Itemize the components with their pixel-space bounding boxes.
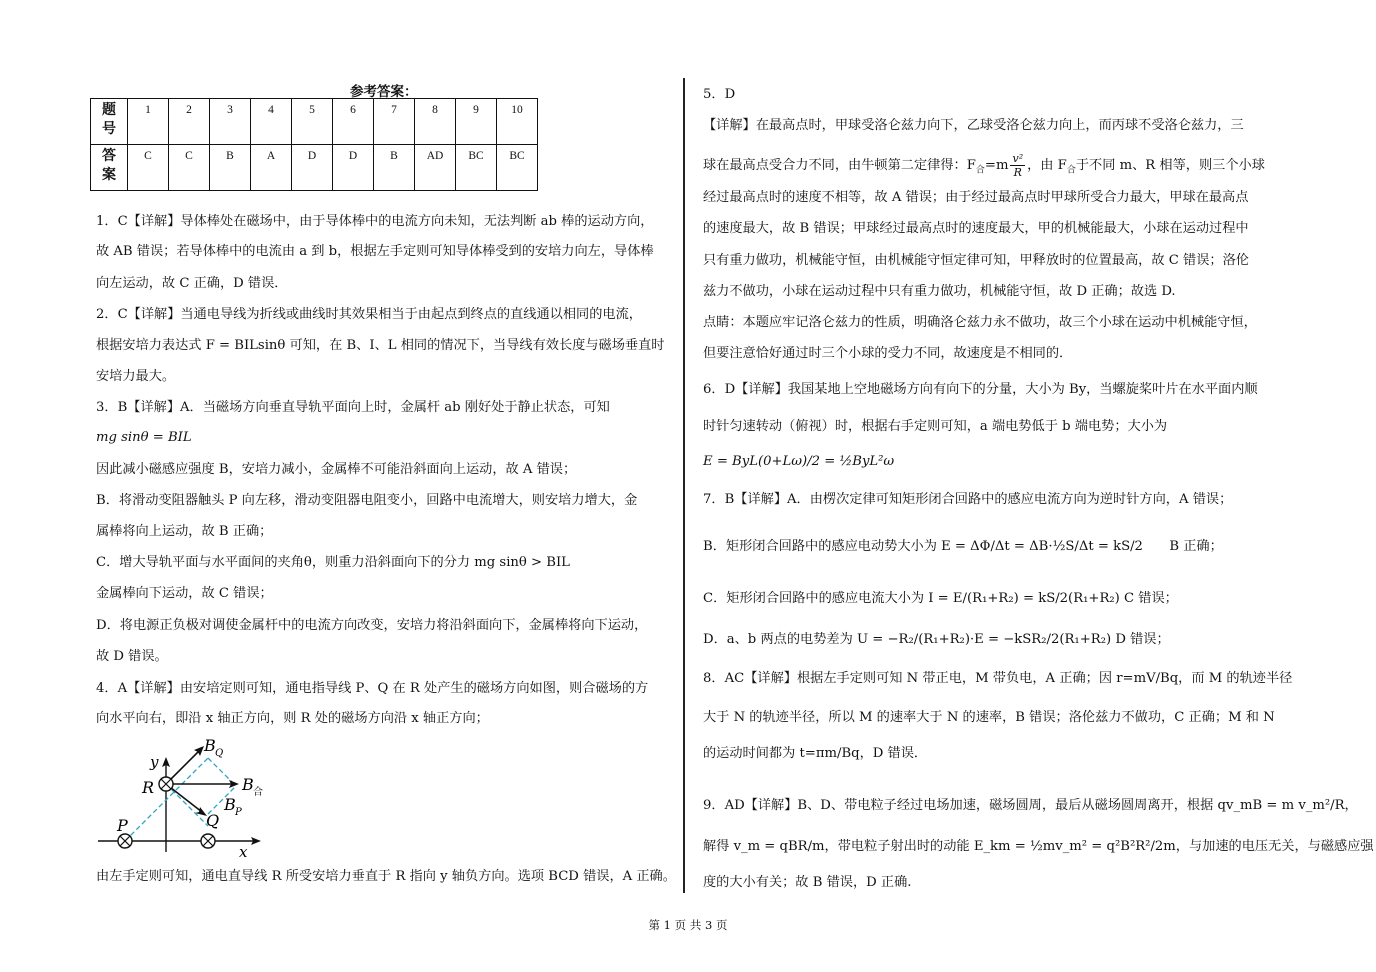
text-line: 解得 v_m = qBR/m，带电粒子射出时的动能 E_km = ½mv_m² = q²B²R²/2m，与加速的电压无关，与磁感应强	[703, 839, 1374, 854]
page-footer: 第 1 页 共 3 页	[648, 918, 728, 932]
column-divider	[683, 78, 685, 893]
equation-line: mg sinθ = BIL	[96, 430, 192, 445]
text-line: 的运动时间都为 t=πm/Bq，D 错误．	[703, 746, 928, 761]
text-line: 金属棒向下运动，故 C 错误；	[96, 586, 273, 601]
text-line: D．将电源正负极对调使金属杆中的电流方向改变，安培力将沿斜面向下，金属棒将向下运动，	[96, 618, 648, 633]
text-line: 【详解】在最高点时，甲球受洛仑兹力向下，乙球受洛仑兹力向上，而丙球不受洛仑兹力，三	[703, 118, 1244, 133]
wire-R	[159, 777, 173, 791]
table-cell: A	[251, 145, 292, 191]
text-line: 3．B【详解】A．当磁场方向垂直导轨平面向上时，金属杆 ab 刚好处于静止状态，可知	[96, 400, 610, 415]
label-x: x	[239, 843, 248, 861]
text-fragment: =m	[984, 158, 1009, 173]
text-line: 6．D【详解】我国某地上空地磁场方向有向下的分量，大小为 By，当螺旋桨叶片在水平面内顺	[703, 382, 1258, 397]
text-line: 时针匀速转动（俯视）时，根据右手定则可知，a 端电势低于 b 端电势；大小为	[703, 419, 1168, 434]
text-line: 9．AD【详解】B、D、带电粒子经过电场加速，磁场圆周，最后从磁场圆周离开，根据 qv_mB = m v_m²/R，	[703, 798, 1358, 813]
text-line: 5．D	[703, 87, 736, 102]
table-cell: D	[333, 145, 374, 191]
text-line: 8．AC【详解】根据左手定则可知 N 带正电，M 带负电，A 正确；因 r=mV/Bq，而 M 的轨迹半径	[703, 671, 1293, 686]
text-line: 4．A【详解】由安培定则可知，通电指导线 P、Q 在 R 处产生的磁场方向如图，则合磁场的方	[96, 681, 649, 696]
equation-line: E = ByL(0+Lω)/2 = ½ByL²ω	[703, 454, 895, 469]
table-cell: BC	[497, 145, 538, 191]
text-line: D．a、b 两点的电势差为 U = −R₂/(R₁+R₂)·E = −kSR₂/2(R₁+R₂) D 错误；	[703, 632, 1170, 647]
text-line: 经过最高点时的速度不相等，故 A 错误；由于经过最高点时甲球所受合力最大，甲球在最高点	[703, 190, 1249, 205]
text-line: 只有重力做功，机械能守恒，由机械能守恒定律可知，甲释放时的位置最高，故 C 错误；洛伦	[703, 253, 1249, 268]
table-cell: 9	[456, 99, 497, 145]
numerator: v²	[1012, 152, 1024, 165]
text-line: 属棒将向上运动，故 B 正确；	[96, 524, 273, 539]
table-cell: D	[292, 145, 333, 191]
label-R: R	[142, 778, 155, 797]
table-cell: 5	[292, 99, 333, 145]
text-line: C．增大导轨平面与水平面间的夹角θ，则重力沿斜面向下的分力 mg sinθ > BIL	[96, 555, 570, 570]
row-header-answer: 答案	[91, 145, 128, 191]
magnetic-field-diagram	[96, 732, 276, 862]
wire-Q	[201, 834, 215, 848]
text-line: 7．B【详解】A．由楞次定律可知矩形闭合回路中的感应电流方向为逆时针方向，A 错误；	[703, 492, 1233, 507]
text-line: 1．C【详解】导体棒处在磁场中，由于导体棒中的电流方向未知，无法判断 ab 棒的运动方向，	[96, 214, 654, 229]
table-cell: C	[128, 145, 169, 191]
label-Q: Q	[206, 811, 220, 830]
table-cell: 3	[210, 99, 251, 145]
text-line: 度的大小有关；故 B 错误，D 正确.	[703, 875, 912, 890]
text-line: 安培力最大。	[96, 369, 176, 384]
table-cell: AD	[415, 145, 456, 191]
table-cell: B	[374, 145, 415, 191]
text-line: 点睛：本题应牢记洛仑兹力的性质，明确洛仑兹力永不做功，故三个小球在运动中机械能守恒，	[703, 315, 1257, 330]
text-line: 故 AB 错误；若导体棒中的电流由 a 到 b，根据左手定则可知导体棒受到的安培力向左，导体棒	[96, 244, 654, 259]
subscript: 合	[975, 165, 985, 176]
text-line: 因此减小磁感应强度 B，安培力减小，金属棒不可能沿斜面向上运动，故 A 错误；	[96, 462, 577, 477]
answer-table-row-answers	[91, 145, 538, 191]
label-BQ: B	[204, 736, 216, 755]
table-cell: 1	[128, 99, 169, 145]
label-BP-sub: P	[235, 807, 242, 818]
answer-title: 参考答案：	[350, 84, 418, 100]
text-line: C．矩形闭合回路中的感应电流大小为 I = E/(R₁+R₂) = kS/2(R₁+R₂) C 错误；	[703, 591, 1178, 606]
text-line: 根据安培力表达式 F = BILsinθ 可知，在 B、I、L 相同的情况下，当导线有效长度与磁场垂直时	[96, 338, 665, 353]
text-line: 由左手定则可知，通电直导线 R 所受安培力垂直于 R 指向 y 轴负方向。选项 BCD 错误，A 正确。	[96, 869, 676, 884]
label-BQ-sub: Q	[215, 748, 224, 759]
table-cell: B	[210, 145, 251, 191]
table-cell: 2	[169, 99, 210, 145]
text-line: B．矩形闭合回路中的感应电动势大小为 E = ΔΦ/Δt = ΔB·½S/Δt = kS/2 B 正确；	[703, 539, 1223, 554]
label-y: y	[150, 753, 159, 771]
text-line: 兹力不做功，小球在运动过程中只有重力做功，机械能守恒，故 D 正确；故选 D.	[703, 284, 1176, 299]
row-header-number: 题号	[91, 99, 128, 145]
wire-P	[118, 834, 132, 848]
label-P: P	[117, 816, 128, 835]
text-line: 向左运动，故 C 正确，D 错误．	[96, 276, 288, 291]
label-Bhe: B	[242, 775, 254, 794]
answer-table-row-numbers	[91, 99, 538, 145]
text-line: 大于 N 的轨迹半径，所以 M 的速率大于 N 的速率，B 错误；洛伦兹力不做功，C 正确；M 和 N	[703, 710, 1275, 725]
text-fragment: 于不同 m、R 相等，则三个小球	[1075, 158, 1265, 173]
text-line: 故 D 错误。	[96, 649, 168, 664]
text-line: 向水平向右，即沿 x 轴正方向，则 R 处的磁场方向沿 x 轴正方向；	[96, 711, 489, 726]
table-cell: 7	[374, 99, 415, 145]
denominator: R	[1013, 166, 1022, 179]
text-fragment: 球在最高点受合力不同，由牛顿第二定律得：F	[703, 158, 976, 173]
subscript: 合	[1066, 165, 1076, 176]
text-line: 的速度最大，故 B 错误；甲球经过最高点时的速度最大，甲的机械能最大，小球在运动过程中	[703, 221, 1249, 236]
table-cell: 4	[251, 99, 292, 145]
table-cell: BC	[456, 145, 497, 191]
label-BP: B	[224, 795, 236, 814]
label-Bhe-sub: 合	[253, 787, 263, 798]
table-cell: 8	[415, 99, 456, 145]
text-line: B．将滑动变阻器触头 P 向左移，滑动变阻器电阻变小，回路中电流增大，则安培力增大，金	[96, 493, 638, 508]
text-line: 但要注意恰好通过时三个小球的受力不同，故速度是不相同的．	[703, 346, 1073, 361]
table-cell: 10	[497, 99, 538, 145]
text-line: 2．C【详解】当通电导线为折线或曲线时其效果相当于由起点到终点的直线通以相同的电流，	[96, 307, 642, 322]
text-line	[703, 152, 1265, 181]
table-cell: C	[169, 145, 210, 191]
answer-table	[90, 98, 538, 191]
table-cell: 6	[333, 99, 374, 145]
text-fragment: ，由 F	[1027, 158, 1067, 173]
fraction	[1010, 152, 1025, 179]
